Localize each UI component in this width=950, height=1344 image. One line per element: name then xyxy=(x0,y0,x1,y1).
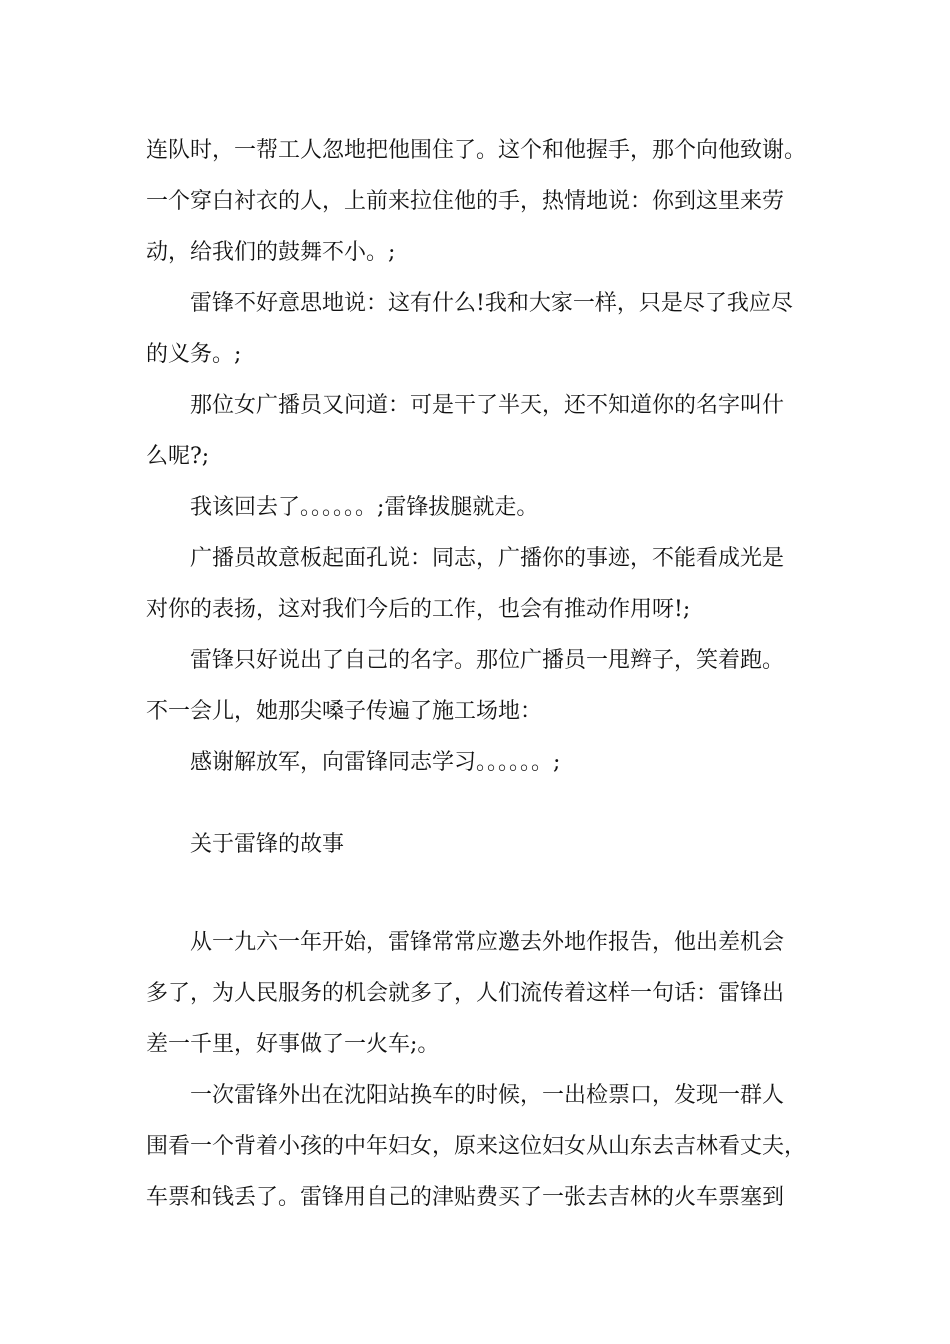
text-line: 从一九六一年开始，雷锋常常应邀去外地作报告，他出差机会 xyxy=(190,930,785,955)
text-line: 围看一个背着小孩的中年妇女，原来这位妇女从山东去吉林看丈夫， xyxy=(146,1134,807,1159)
text-line: 差一千里，好事做了一火车;。 xyxy=(146,1032,440,1057)
section-title: 关于雷锋的故事 xyxy=(190,832,345,857)
text-line: 我该回去了。。。。。。;雷锋拔腿就走。 xyxy=(190,495,539,520)
text-line: 一个穿白衬衣的人，上前来拉住他的手，热情地说：你到这里来劳 xyxy=(146,189,785,214)
text-line: 车票和钱丢了。雷锋用自己的津贴费买了一张去吉林的火车票塞到 xyxy=(146,1185,785,1210)
text-line: 广播员故意板起面孔说：同志，广播你的事迹，不能看成光是 xyxy=(190,546,785,571)
text-line: 感谢解放军，向雷锋同志学习。。。。。。; xyxy=(190,750,561,775)
text-line: 一次雷锋外出在沈阳站换车的时候，一出检票口，发现一群人 xyxy=(190,1083,785,1108)
text-line: 对你的表扬，这对我们今后的工作，也会有推动作用呀!; xyxy=(146,597,691,622)
text-line: 那位女广播员又问道：可是干了半天，还不知道你的名字叫什 xyxy=(190,393,785,418)
text-line: 雷锋不好意思地说：这有什么!我和大家一样，只是尽了我应尽 xyxy=(190,291,793,316)
text-line: 的义务。; xyxy=(146,342,242,367)
story-body xyxy=(146,917,836,1223)
text-line: 么呢?; xyxy=(146,444,210,469)
text-line: 雷锋只好说出了自己的名字。那位广播员一甩辫子，笑着跑。 xyxy=(190,648,785,673)
text-line: 连队时，一帮工人忽地把他围住了。这个和他握手，那个向他致谢。 xyxy=(146,138,807,163)
text-line: 不一会儿，她那尖嗓子传遍了施工场地： xyxy=(146,699,543,724)
story-continuation xyxy=(146,125,836,788)
section-heading xyxy=(146,819,836,870)
text-line: 多了，为人民服务的机会就多了，人们流传着这样一句话：雷锋出 xyxy=(146,981,785,1006)
text-line: 动，给我们的鼓舞不小。; xyxy=(146,240,396,265)
